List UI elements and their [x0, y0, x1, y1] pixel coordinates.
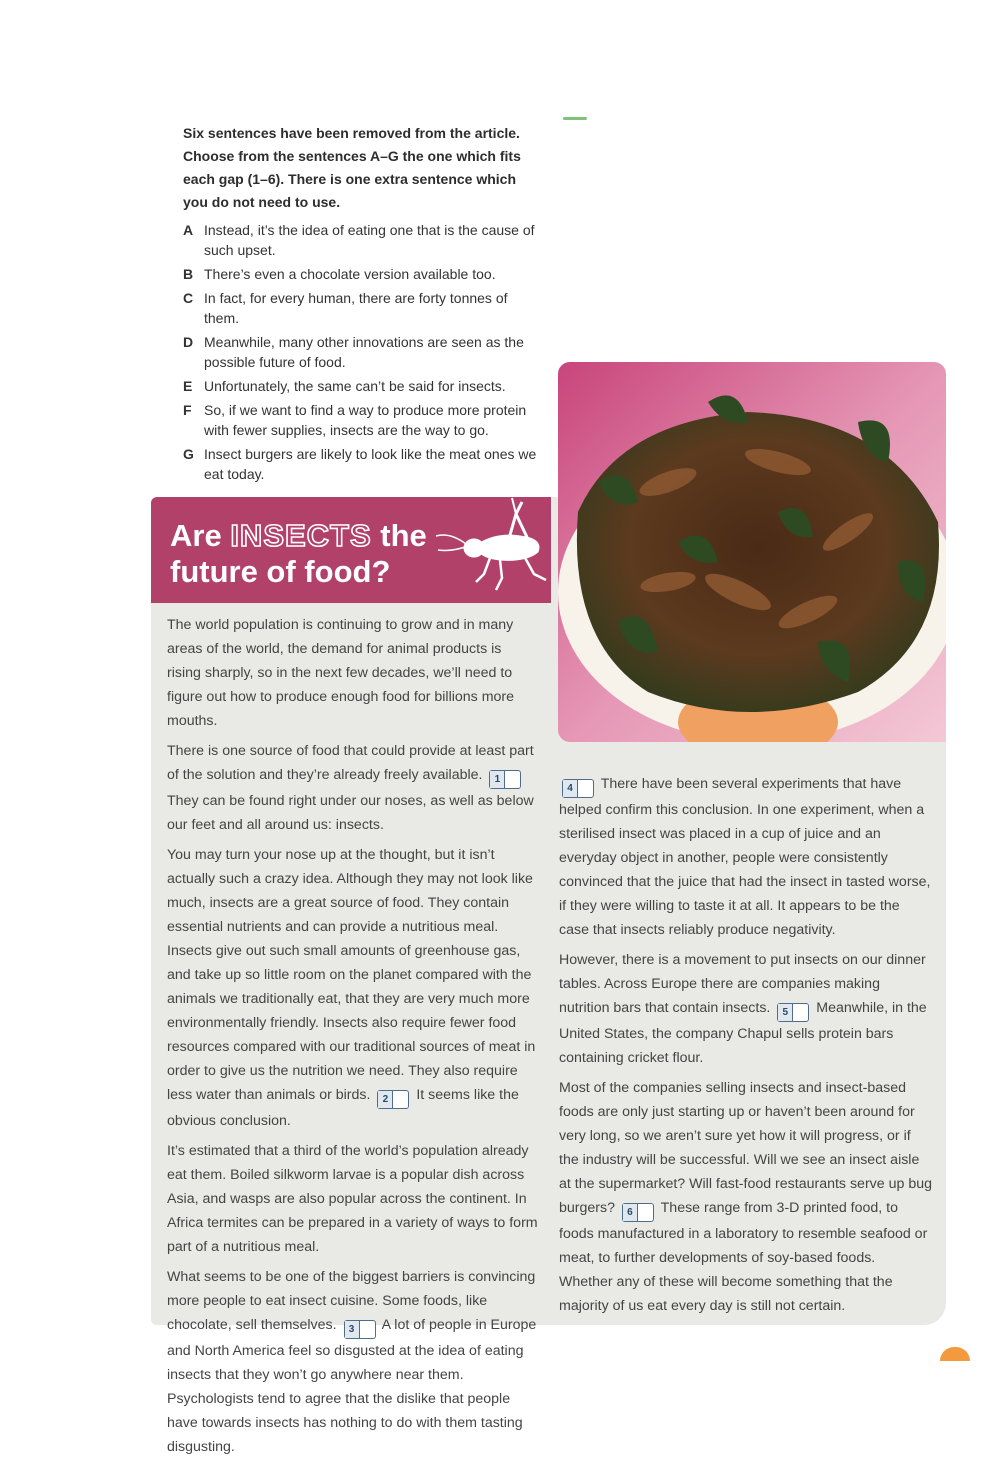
paragraph-text: What seems to be one of the biggest barriers is convincing more people to eat insect cuisine. Some foods, like chocolate, sell themselves. [167, 1269, 536, 1333]
sentence-options [183, 220, 543, 488]
gap-number: 4 [563, 780, 578, 797]
title-highlight-word: INSECTS [230, 518, 372, 553]
option-f [183, 400, 543, 440]
article-paragraph [167, 1265, 539, 1459]
option-e [183, 376, 543, 396]
article-title [170, 518, 427, 590]
paragraph-text: A lot of people in Europe and North America feel so disgusted at the idea of eating insects that they won’t go anywhere near them. Psychologists tend to agree that the dislike that people have towards insects has nothing to do with them tasting disgusting. [167, 1317, 537, 1455]
option-letter: G [183, 446, 194, 462]
article-paragraph: It’s estimated that a third of the world’s population already eat them. Boiled silkworm larvae is a popular dish across Asia, and wasps are also popular across the continent. In Africa termites can be prepared in a variety of ways to form part of a nutritious meal. [167, 1143, 538, 1255]
article-paragraph [167, 739, 539, 837]
gap-number: 6 [623, 1204, 638, 1221]
gap-box-6[interactable] [622, 1203, 654, 1222]
option-a [183, 220, 543, 260]
title-pre: Are [170, 518, 231, 553]
option-text: So, if we want to find a way to produce more protein with fewer supplies, insects are the way to go. [204, 402, 527, 438]
option-b [183, 264, 543, 284]
gap-box-3[interactable] [344, 1320, 376, 1339]
option-d [183, 332, 543, 372]
option-text: Meanwhile, many other innovations are seen as the possible future of food. [204, 334, 524, 370]
option-text: Insect burgers are likely to look like the meat ones we eat today. [204, 446, 537, 482]
option-letter: D [183, 334, 194, 350]
gap-box-5[interactable] [777, 1003, 809, 1022]
page-corner-tab [940, 1347, 970, 1361]
paragraph-text: Most of the companies selling insects and insect-based foods are only just starting up or haven’t been around for very long, so we aren’t sure yet how it will progress, or if the industry will be successful. Will we see an insect aisle at the supermarket? Will fast-food restaurants serve up bug burgers? [559, 1080, 932, 1216]
gap-number: 5 [778, 1004, 793, 1021]
paragraph-text: They can be found right under our noses, as well as below our feet and all around us: insects. [167, 793, 534, 833]
article-paragraph [559, 948, 932, 1070]
option-text: Instead, it’s the idea of eating one that is the cause of such upset. [204, 222, 535, 258]
fried-grasshoppers-image [558, 362, 946, 742]
task-instructions: Six sentences have been removed from the article. Choose from the sentences A–G the one which fits each gap (1–6). There is one extra sentence which you do not need to use. [183, 125, 521, 210]
gap-number: 3 [345, 1321, 360, 1338]
paragraph-text: You may turn your nose up at the thought, but it isn’t actually such a crazy idea. Although they may not look like much, insects are a great source of food. They contain essential nutrients and can provide a nutritious meal. Insects give out such small amounts of greenhouse gas, and take up so little room on the planet compared with the animals we traditionally eat, that they are very much more environmentally friendly. Insects also require fewer food resources compared with our traditional sources of meat in order to give us the nutrition we need. They also require less water than animals or birds. [167, 847, 536, 1103]
article-paragraph: The world population is continuing to grow and in many areas of the world, the demand for animal products is rising sharply, so in the next few decades, we’ll need to figure out how to produce enough food for billions more mouths. [167, 617, 515, 729]
article-paragraph [167, 843, 539, 1133]
option-letter: E [183, 378, 193, 394]
option-letter: B [183, 266, 194, 282]
cricket-icon [430, 492, 555, 602]
gap-box-2[interactable] [377, 1090, 409, 1109]
gap-number: 1 [490, 771, 505, 788]
paragraph-text: However, there is a movement to put insects on our dinner tables. Across Europe there are companies making nutrition bars that contain insects. [559, 952, 926, 1016]
option-c [183, 288, 543, 328]
option-text: Unfortunately, the same can’t be said for insects. [204, 378, 506, 394]
article-paragraph [559, 1076, 932, 1318]
title-line2: future of food? [170, 554, 391, 589]
option-text: In fact, for every human, there are forty tonnes of them. [204, 290, 508, 326]
gap-number: 2 [378, 1091, 393, 1108]
option-g [183, 444, 543, 484]
paragraph-text: Meanwhile, in the United States, the company Chapul sells protein bars containing cricket flour. [559, 1000, 927, 1066]
option-letter: F [183, 402, 192, 418]
gap-box-1[interactable] [489, 770, 521, 789]
article-column-left [167, 613, 539, 1465]
paragraph-text: There have been several experiments that have helped confirm this conclusion. In one experiment, when a sterilised insect was placed in a cup of juice and an everyday object in another, people were consistently convinced that the juice that had the insect in tasted worse, if they were willing to taste it at all. It appears to be the case that insects reliably produce negativity. [559, 776, 931, 938]
title-post: the [371, 518, 427, 553]
gap-box-4[interactable] [562, 779, 594, 798]
option-text: There’s even a chocolate version available too. [204, 266, 496, 282]
paragraph-text: There is one source of food that could provide at least part of the solution and they’re already freely available. [167, 743, 534, 783]
paragraph-text: It seems like the obvious conclusion. [167, 1087, 519, 1129]
article-paragraph [559, 772, 932, 942]
paragraph-text: These range from 3-D printed food, to foods manufactured in a laboratory to resemble seafood or meat, to further developments of soy-based foods. Whether any of these will become something that the majority of us eat every day is still not certain. [559, 1200, 928, 1314]
article-column-right [559, 772, 932, 1324]
green-accent-line [563, 117, 587, 120]
option-letter: C [183, 290, 194, 306]
option-letter: A [183, 222, 194, 238]
